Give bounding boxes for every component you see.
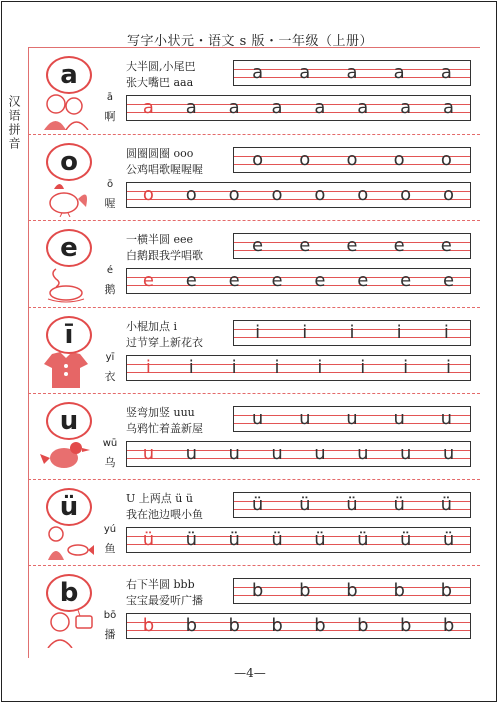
practice-glyph: o — [228, 184, 240, 205]
practice-glyph: b — [393, 580, 405, 601]
hanzi-label: 喔 — [104, 197, 116, 210]
letter-badge: ü — [46, 488, 92, 526]
practice-glyph: a — [314, 97, 326, 118]
practice-grid-top — [233, 320, 471, 346]
lesson-row — [28, 137, 480, 217]
letter-badge: u — [46, 402, 92, 440]
practice-glyph: e — [314, 270, 326, 291]
practice-glyph: i — [302, 322, 308, 343]
practice-glyph: u — [399, 443, 412, 464]
pinyin-label: bō — [103, 610, 117, 621]
practice-grid-top — [233, 492, 471, 518]
practice-glyph: a — [400, 97, 412, 118]
lesson-row — [28, 223, 480, 303]
practice-glyph: ü — [299, 494, 311, 515]
practice-glyph: ü — [142, 529, 155, 550]
rhyme-line-2: 张大嘴巴 aaa — [126, 76, 194, 89]
practice-glyph: ü — [440, 494, 453, 515]
hanzi-label: 啊 — [104, 110, 116, 123]
practice-glyph: b — [271, 615, 283, 636]
practice-glyph: b — [440, 580, 453, 601]
practice-glyph: u — [357, 443, 369, 464]
practice-glyph: u — [393, 408, 405, 429]
practice-glyph: i — [349, 322, 355, 343]
practice-glyph: b — [185, 615, 198, 636]
practice-grid-bottom — [126, 613, 471, 639]
practice-glyph: e — [228, 270, 240, 291]
practice-glyph: o — [185, 184, 197, 205]
practice-glyph: o — [400, 184, 412, 205]
lesson-row — [28, 310, 480, 390]
practice-glyph: i — [145, 357, 151, 378]
practice-grid-bottom — [126, 182, 471, 208]
side-label: 汉语拼音 — [7, 95, 21, 151]
shirt-icon — [34, 350, 98, 390]
practice-glyph: u — [228, 443, 240, 464]
girl-icon — [34, 90, 98, 130]
practice-glyph: b — [251, 580, 264, 601]
practice-grid-top — [233, 578, 471, 604]
rhyme-line-1: 小棍加点 i — [126, 320, 178, 333]
practice-glyph: i — [396, 322, 402, 343]
practice-glyph: e — [142, 270, 154, 291]
practice-glyph: i — [446, 357, 452, 378]
practice-glyph: a — [346, 62, 358, 83]
rhyme-line-1: 大半圆,小尾巴 — [126, 60, 196, 73]
practice-glyph: e — [271, 270, 283, 291]
hanzi-label: 乌 — [104, 456, 116, 469]
practice-glyph: b — [142, 615, 155, 636]
practice-glyph: ü — [314, 529, 326, 550]
goose-icon — [34, 263, 98, 303]
pinyin-label: ā — [106, 92, 114, 103]
practice-grid-bottom — [126, 527, 471, 553]
practice-glyph: e — [299, 235, 311, 256]
practice-glyph: b — [442, 615, 455, 636]
practice-grid-top — [233, 60, 471, 86]
rhyme-line-2: 乌鸦忙着盖新屋 — [126, 422, 203, 435]
header-rule — [28, 47, 480, 48]
lesson-row — [28, 396, 480, 476]
letter-badge: o — [46, 143, 92, 181]
practice-glyph: u — [142, 443, 155, 464]
practice-glyph: a — [440, 62, 452, 83]
hanzi-label: 鹅 — [104, 283, 116, 296]
practice-glyph: e — [185, 270, 197, 291]
practice-glyph: u — [442, 443, 455, 464]
practice-glyph: b — [228, 615, 240, 636]
practice-glyph: ü — [399, 529, 412, 550]
radio-listener-icon — [34, 608, 98, 648]
practice-glyph: ü — [346, 494, 358, 515]
pinyin-label: ō — [106, 179, 114, 190]
practice-glyph: o — [357, 184, 369, 205]
practice-glyph: o — [299, 149, 311, 170]
practice-glyph: u — [314, 443, 326, 464]
practice-glyph: e — [440, 235, 452, 256]
practice-glyph: i — [274, 357, 280, 378]
practice-glyph: a — [142, 97, 154, 118]
rhyme-line-2: 过节穿上新花衣 — [126, 336, 203, 349]
practice-glyph: a — [357, 97, 369, 118]
row-divider — [28, 565, 480, 566]
pinyin-label: é — [106, 265, 114, 276]
practice-glyph: o — [393, 149, 405, 170]
practice-grid-bottom — [126, 355, 471, 381]
lesson-row — [28, 482, 480, 562]
practice-glyph: u — [346, 408, 358, 429]
practice-glyph: a — [393, 62, 405, 83]
rhyme-line-1: U 上两点 ü ü — [126, 492, 193, 505]
page-header: 写字小状元・语文 s 版・一年级（上册） — [127, 34, 373, 49]
practice-glyph: i — [188, 357, 194, 378]
practice-glyph: b — [346, 580, 358, 601]
practice-glyph: e — [357, 270, 369, 291]
rhyme-line-1: 一横半圆 eee — [126, 233, 194, 246]
letter-badge: e — [46, 229, 92, 267]
pinyin-label: yī — [105, 352, 115, 363]
rhyme-line-2: 白鹅跟我学唱歌 — [126, 249, 203, 262]
row-divider — [28, 307, 480, 308]
rooster-icon — [34, 177, 98, 217]
practice-glyph: b — [314, 615, 326, 636]
practice-glyph: e — [443, 270, 455, 291]
practice-glyph: e — [400, 270, 412, 291]
practice-glyph: u — [185, 443, 198, 464]
practice-glyph: u — [440, 408, 453, 429]
practice-glyph: ü — [251, 494, 264, 515]
rhyme-line-2: 公鸡唱歌喔喔喔 — [126, 163, 203, 176]
practice-glyph: a — [228, 97, 240, 118]
practice-glyph: u — [251, 408, 264, 429]
lesson-row — [28, 568, 480, 648]
fish-icon — [34, 522, 98, 562]
practice-glyph: e — [393, 235, 405, 256]
practice-glyph: e — [252, 235, 264, 256]
pinyin-label: yú — [103, 524, 117, 535]
practice-glyph: u — [271, 443, 283, 464]
row-divider — [28, 479, 480, 480]
rhyme-line-1: 右下半圆 bbb — [126, 578, 195, 591]
practice-glyph: ü — [185, 529, 198, 550]
rhyme-line-1: 圆圈圆圈 ooo — [126, 147, 194, 160]
practice-glyph: b — [357, 615, 369, 636]
practice-grid-bottom — [126, 95, 471, 121]
practice-glyph: a — [299, 62, 311, 83]
pinyin-label: wū — [102, 438, 118, 449]
practice-glyph: i — [443, 322, 449, 343]
hanzi-label: 播 — [104, 628, 116, 641]
practice-glyph: o — [440, 149, 452, 170]
crow-icon — [34, 436, 98, 476]
practice-glyph: i — [231, 357, 237, 378]
letter-badge: ī — [46, 316, 92, 354]
rhyme-line-1: 竖弯加竖 uuu — [126, 406, 195, 419]
practice-glyph: o — [443, 184, 455, 205]
hanzi-label: 衣 — [104, 370, 116, 383]
practice-glyph: ü — [357, 529, 369, 550]
practice-glyph: b — [399, 615, 412, 636]
practice-glyph: a — [185, 97, 197, 118]
practice-glyph: ü — [228, 529, 240, 550]
practice-glyph: i — [317, 357, 323, 378]
letter-badge: b — [46, 574, 92, 612]
practice-glyph: i — [403, 357, 409, 378]
practice-glyph: o — [271, 184, 283, 205]
practice-glyph: i — [255, 322, 261, 343]
practice-glyph: o — [314, 184, 326, 205]
practice-glyph: ü — [442, 529, 455, 550]
practice-grid-top — [233, 406, 471, 432]
row-divider — [28, 134, 480, 135]
practice-glyph: ü — [393, 494, 405, 515]
practice-grid-bottom — [126, 441, 471, 467]
practice-glyph: a — [252, 62, 264, 83]
letter-badge: a — [46, 56, 92, 94]
practice-glyph: ü — [271, 529, 283, 550]
row-divider — [28, 393, 480, 394]
practice-glyph: e — [346, 235, 358, 256]
page-number: —4— — [234, 666, 266, 680]
rhyme-line-2: 宝宝最爱听广播 — [126, 594, 203, 607]
practice-glyph: i — [360, 357, 366, 378]
practice-grid-top — [233, 147, 471, 173]
practice-glyph: o — [252, 149, 264, 170]
practice-glyph: o — [142, 184, 154, 205]
lesson-row — [28, 50, 480, 130]
practice-glyph: u — [299, 408, 311, 429]
practice-glyph: a — [271, 97, 283, 118]
practice-glyph: o — [346, 149, 358, 170]
row-divider — [28, 220, 480, 221]
practice-grid-top — [233, 233, 471, 259]
rhyme-line-2: 我在池边喂小鱼 — [126, 508, 203, 521]
practice-glyph: a — [443, 97, 455, 118]
practice-grid-bottom — [126, 268, 471, 294]
practice-glyph: b — [299, 580, 311, 601]
hanzi-label: 鱼 — [104, 542, 116, 555]
